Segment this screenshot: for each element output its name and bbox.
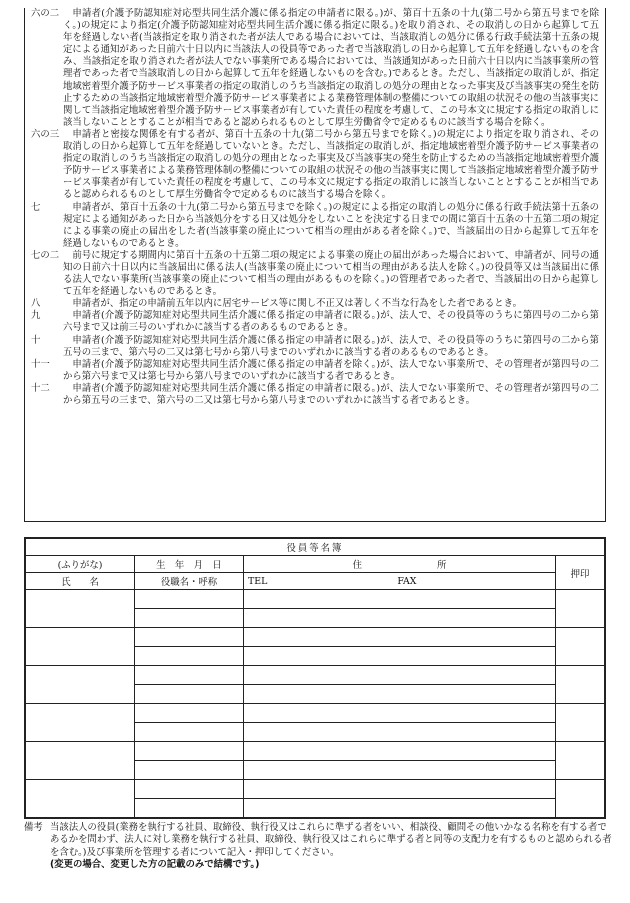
clause-item bbox=[25, 250, 605, 298]
clause-item bbox=[25, 202, 605, 250]
seal-header: 押印 bbox=[556, 556, 605, 590]
clause-number: 六の三 bbox=[31, 128, 60, 140]
birth-cell[interactable] bbox=[135, 628, 244, 647]
clause-item bbox=[25, 359, 605, 383]
address-cell[interactable] bbox=[244, 704, 556, 723]
address-cell[interactable] bbox=[244, 780, 556, 799]
name-cell[interactable] bbox=[26, 742, 135, 780]
clause-text: 申請者と密接な関係を有する者が、第百十五条の十九(第二号から第五号までを除く。)の規定により指定を取り消され、その取消しの日から起算して五年を経過していないとき。ただし、当該指定の取消しが、指定地域密着型介護予防サービス事業者の指定の取消しのうち当該指定の取消しの処分の理由となった事実及び当該事実の発生を防止するための当該指定地域密着型介護予防サービス事業者による業務管理体制の整備についての取組の状況その他の当該事実に関して当該指定地域密着型介護予防サービス事業者が有していた責任の程度を考慮して、この号本文に規定する指定の取消しに該当しないこととすることが相当であると認められるものとして厚生労働省令で定めるものに該当する場合を除く。 bbox=[63, 128, 599, 201]
clause-text: 前号に規定する期間内に第百十五条の十五第二項の規定による事業の廃止の届出があった場合において、申請者が、同号の通知の日前六十日以内に当該届出に係る法人(当該事業の廃止について相当の理由がある法人を除く。)の役員等又は当該届出に係る法人でない事業所(当該事業の廃止について相当の理由があるものを除く。)の管理者であった者で、当該届出の日から起算して五年を経過しないものであるとき。 bbox=[63, 249, 599, 298]
position-cell[interactable] bbox=[135, 723, 244, 742]
name-cell[interactable] bbox=[26, 628, 135, 666]
position-cell[interactable] bbox=[135, 761, 244, 780]
clause-text: 申請者(介護予防認知症対応型共同生活介護に係る指定の申請者に限る。)が、第百十五条の十九(第二号から第五号までを除く。)の規定により指定(介護予防認知症対応型共同生活介護に係る指定に限る。)を取り消され、その取消しの日から起算して五年を経過しない者(当該指定を取り消された者が法人である場合においては、当該取消しの処分に係る行政手続法第十五条の規定による通知があった日前六十日以内に当該法人の役員等であった者で当該取消しの日から起算して五年を経過しないものを含み、当該指定を取り消された者が法人でない事業所である場合においては、当該通知があった日前六十日以内に当該事業所の管理者であった者で当該取消しの日から起算して五年を経過しないものを含む。)であるとき。ただし、当該指定の取消しが、指定地域密着型介護予防サービス事業者の指定の取消しのうち当該指定の取消しの処分の理由となった事実及び当該事実の発生を防止するための当該指定地域密着型介護予防サービス事業者による業務管理体制の整備についての取組の状況その他の当該事実に関して当該指定地域密着型介護予防サービス事業者が有していた責任の程度を考慮して、この号本文に規定する指定の取消しに該当しないこととすることが相当であると認められるものとして厚生労働省令で定めるものに該当する場合を除く。 bbox=[63, 8, 599, 128]
position-header: 役職名・呼称 bbox=[135, 573, 244, 590]
remarks-change-note: (変更の場合、変更した方の記載のみで結構です。) bbox=[50, 859, 260, 871]
clause-number: 六の二 bbox=[31, 8, 60, 19]
seal-cell[interactable] bbox=[556, 590, 605, 628]
birth-cell[interactable] bbox=[135, 704, 244, 723]
tel-fax-cell[interactable] bbox=[244, 761, 556, 780]
clause-text: 申請者(介護予防認知症対応型共同生活介護に係る指定の申請者を除く。)が、法人でない事業所で、その管理者が第四号の二から第六号まで又は第七号から第八号までのいずれかに該当する者であるとき。 bbox=[63, 358, 599, 382]
clause-number: 七の二 bbox=[31, 249, 60, 261]
officer-register-title: 役員等名簿 bbox=[26, 539, 605, 556]
name-cell[interactable] bbox=[26, 704, 135, 742]
clause-item bbox=[25, 335, 605, 359]
clause-text: 申請者が、指定の申請前五年以内に居宅サービス等に関し不正又は著しく不当な行為をした者であるとき。 bbox=[72, 298, 523, 310]
birth-cell[interactable] bbox=[135, 666, 244, 685]
clause-number: 十一 bbox=[31, 358, 50, 370]
clause-text: 申請者が、第百十五条の十九(第二号から第五号までを除く。)の規定による指定の取消しの処分に係る行政手続法第十五条の規定による通知があった日から当該処分をする日又は処分をしないことを決定する日までの間に第百十五条の十五第二項の規定による事業の廃止の届出をした者(当該事業の廃止について相当の理由がある者を除く。)で、当該届出の日から起算して五年を経過しないものであるとき。 bbox=[63, 201, 599, 249]
birth-header: 生 年 月 日 bbox=[135, 556, 244, 573]
position-cell[interactable] bbox=[135, 685, 244, 704]
tel-fax-cell[interactable] bbox=[244, 609, 556, 628]
address-header: 住 所 bbox=[244, 556, 556, 573]
seal-cell[interactable] bbox=[556, 780, 605, 818]
name-cell[interactable] bbox=[26, 780, 135, 818]
birth-cell[interactable] bbox=[135, 780, 244, 799]
address-cell[interactable] bbox=[244, 590, 556, 609]
address-cell[interactable] bbox=[244, 628, 556, 647]
address-cell[interactable] bbox=[244, 742, 556, 761]
clause-item bbox=[25, 310, 605, 334]
clause-item bbox=[25, 129, 605, 202]
remarks-text: 当該法人の役員(業務を執行する社員、取締役、執行役又はこれらに準ずる者をいい、相談役、顧問その他いかなる名称を有する者であるかを問わず、法人に対し業務を執行する社員、取締役、執行役又はこれらに準ずる者と同等の支配力を有するものと認められる者を含む。)及び事業所を管理する者について記入・押印してください。 bbox=[50, 822, 612, 858]
clause-number: 十二 bbox=[31, 382, 50, 394]
tel-fax-cell[interactable] bbox=[244, 685, 556, 704]
name-cell[interactable] bbox=[26, 666, 135, 704]
clause-number: 九 bbox=[31, 310, 41, 322]
tel-fax-cell[interactable] bbox=[244, 799, 556, 818]
clause-item bbox=[25, 298, 605, 310]
clause-list bbox=[24, 8, 606, 522]
tel-label: TEL bbox=[248, 575, 268, 587]
fax-label: FAX bbox=[397, 575, 417, 587]
clause-text: 申請者(介護予防認知症対応型共同生活介護に係る指定の申請者に限る。)が、法人で、その役員等のうちに第四号の二から第六号まで又は前三号のいずれかに該当する者のあるものであるとき。 bbox=[63, 310, 599, 334]
furigana-header: (ふりがな) bbox=[26, 556, 135, 573]
officer-register-table bbox=[24, 537, 606, 819]
seal-cell[interactable] bbox=[556, 704, 605, 742]
clause-number: 七 bbox=[31, 201, 41, 213]
clause-number: 八 bbox=[31, 298, 41, 310]
remarks bbox=[24, 822, 614, 872]
seal-cell[interactable] bbox=[556, 666, 605, 704]
tel-fax-cell[interactable] bbox=[244, 647, 556, 666]
position-cell[interactable] bbox=[135, 799, 244, 818]
seal-cell[interactable] bbox=[556, 628, 605, 666]
clause-item bbox=[25, 383, 605, 407]
seal-cell[interactable] bbox=[556, 742, 605, 780]
birth-cell[interactable] bbox=[135, 742, 244, 761]
birth-cell[interactable] bbox=[135, 590, 244, 609]
name-cell[interactable] bbox=[26, 590, 135, 628]
position-cell[interactable] bbox=[135, 609, 244, 628]
clause-item bbox=[25, 8, 605, 129]
name-header: 氏 名 bbox=[26, 573, 135, 590]
address-cell[interactable] bbox=[244, 666, 556, 685]
clause-number: 十 bbox=[31, 334, 41, 346]
remarks-label: 備考 bbox=[24, 822, 43, 833]
tel-fax-cell[interactable] bbox=[244, 723, 556, 742]
tel-fax-header bbox=[244, 573, 556, 590]
clause-text: 申請者(介護予防認知症対応型共同生活介護に係る指定の申請者に限る。)が、法人で、その役員等のうちに第四号の二から第五号の三まで、第六号の二又は第七号から第八号までのいずれかに該当する者のあるものであるとき。 bbox=[63, 334, 599, 358]
clause-text: 申請者(介護予防認知症対応型共同生活介護に係る指定の申請者に限る。)が、法人でない事業所で、その管理者が第四号の二から第五号の三まで、第六号の二又は第七号から第八号までのいずれかに該当する者であるとき。 bbox=[63, 382, 599, 406]
position-cell[interactable] bbox=[135, 647, 244, 666]
